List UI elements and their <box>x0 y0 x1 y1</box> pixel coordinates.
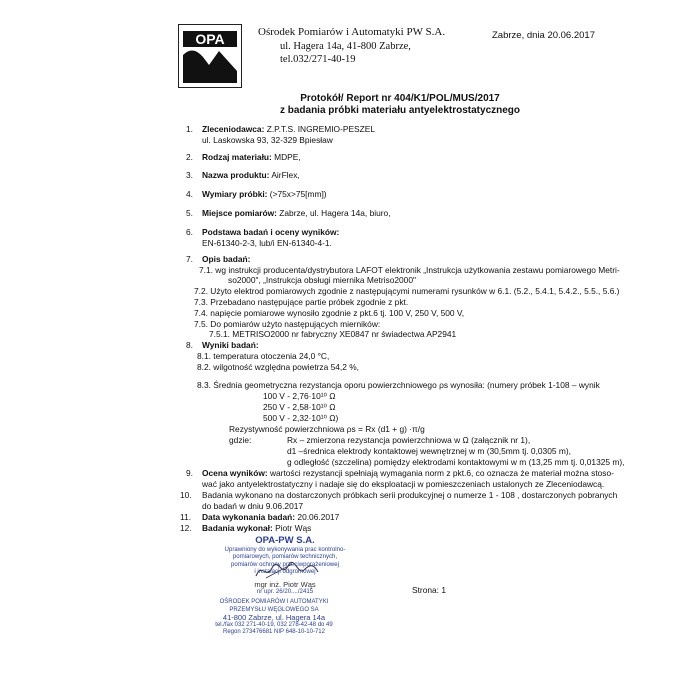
stamp-line: Regon 273476681 NIP 648-10-10-712 <box>223 629 325 636</box>
item-number: 7. <box>186 254 193 264</box>
item-label: Ocena wyników: <box>202 468 268 478</box>
wyniki-8-1: 8.1. temperatura otoczenia 24,0 °C, <box>197 351 330 361</box>
legend-rx: Rx – zmierzona rezystancja powierzchniowa w Ω (załącznik nr 1), <box>287 435 531 445</box>
item-value: Zabrze, ul. Hagera 14a, biuro, <box>276 208 391 218</box>
item-3 <box>202 170 300 181</box>
item-4 <box>202 189 327 200</box>
legend-d1: d1 –średnica elektrody kontaktowej wewnętrznej w m (30,5mm tj. 0,0305 m), <box>287 446 571 456</box>
item-number: 2. <box>186 152 193 162</box>
legend-g: g odległość (szczelina) pomiędzy elektrodami kontaktowymi w m (13,25 mm tj. 0,01325 m), <box>287 457 625 467</box>
item-value: (>75x>75[mm]) <box>267 189 327 199</box>
result-100v: 100 V - 2,76·10¹⁰ Ω <box>263 391 336 401</box>
item-value: Piotr Wąs <box>272 523 312 533</box>
page-number: Strona: 1 <box>412 585 446 595</box>
item-number: 3. <box>186 170 193 180</box>
item-label: Miejsce pomiarów: <box>202 208 277 218</box>
opis-7-5-1: 7.5.1. METRISO2000 nr fabryczny XE0847 nr świadectwa AP2941 <box>209 329 457 339</box>
place-date: Zabrze, dnia 20.06.2017 <box>492 30 595 41</box>
item-9-line-2: wać jako antyelektrostatyczny i nadaje się do eksploatacji w pomieszczeniach ustalonych ze Zleceniodawcą. <box>202 479 605 489</box>
item-label: Zleceniodawca: <box>202 124 265 134</box>
item-number: 6. <box>186 227 193 237</box>
stamp-line: pomiarów ochrony przeciwporażeniowej <box>230 560 340 568</box>
item-label: Wyniki badań: <box>202 340 259 350</box>
title-line-2: z badania próbki materiału antyelektrostatycznego <box>279 105 521 116</box>
result-250v: 250 V - 2,58·10¹⁰ Ω <box>263 402 336 412</box>
opis-7-1b: so2000", „Instrukcja obsługi miernika Metriso2000" <box>228 275 416 285</box>
item-number: 10. <box>180 490 192 500</box>
stamp-signatory: mgr inż. Piotr Wąs <box>254 580 316 590</box>
item-10: Badania wykonano na dostarczonych próbkach serii produkcyjnej o numerze 1 - 108 , dostarczonych pobranych <box>202 490 618 500</box>
title-line-1: Protokół/ Report nr 404/K1/POL/MUS/2017 <box>300 93 500 104</box>
item-number: 8. <box>186 340 193 350</box>
signature <box>252 560 322 582</box>
item-number: 4. <box>186 189 193 199</box>
item-value: wartości rezystancji spełniają wymagania norm z pkt.6, co oznacza że materiał można stoso- <box>267 468 614 478</box>
result-500v: 500 V - 2,32·10¹⁰ Ω) <box>263 413 339 423</box>
item-8 <box>202 340 259 351</box>
svg-text:OPA: OPA <box>195 31 225 47</box>
item-1-address: ul. Laskowska 93, 32-329 Bpiesław <box>202 135 333 145</box>
item-number: 5. <box>186 208 193 218</box>
item-number: 9. <box>186 468 193 478</box>
wyniki-8-3: 8.3. Średnia geometryczna rezystancja oporu powierzchniowego ρs wynosiła: (numery próbek 1-108 – wynik <box>197 380 600 390</box>
stamp-line: PRZEMYSŁU WĘGLOWEGO SA <box>229 606 319 613</box>
item-value: MDPE, <box>271 152 301 162</box>
item-value: AirFlex, <box>269 170 300 180</box>
item-label: Wymiary próbki: <box>202 189 268 199</box>
stamp-line: pomiarowych, pomiarów technicznych, <box>232 553 338 561</box>
item-10-line-2: do badań w dniu 9.06.2017 <box>202 501 304 511</box>
company-address: ul. Hagera 14a, 41-800 Zabrze, <box>280 40 411 52</box>
item-5 <box>202 208 391 219</box>
item-label: Data wykonania badań: <box>202 512 296 522</box>
opis-7-1a: 7.1. wg instrukcji producenta/dystrybutora LAFOT elektronik „Instrukcja użytkowania zestawu pomiarowego Metri- <box>199 265 620 275</box>
item-1 <box>202 124 375 135</box>
report-title <box>180 93 620 117</box>
wyniki-8-2: 8.2. wilgotność względna powietrza 54,2 %, <box>197 362 360 372</box>
opis-7-5: 7.5. Do pomiarów użyto następujących mierników: <box>194 319 381 329</box>
item-number: 11. <box>180 512 192 522</box>
stamp-line: OŚRODEK POMIARÓW I AUTOMATYKI <box>219 599 329 605</box>
resistivity-formula: Rezystywność powierzchniowa ρs = Rx (d1 + g) ·π/g <box>229 424 425 434</box>
item-value: 20.06.2017 <box>295 512 340 522</box>
item-7 <box>202 254 250 265</box>
item-number: 12. <box>180 523 192 533</box>
item-2 <box>202 152 301 163</box>
company-name: Ośrodek Pomiarów i Automatyki PW S.A. <box>258 26 446 38</box>
stamp-line: 41-800 Zabrze, ul. Hagera 14a <box>222 613 326 623</box>
item-11 <box>202 512 339 523</box>
item-9 <box>202 468 614 479</box>
opa-logo <box>178 24 242 88</box>
stamp-line: i instalacji odgromowej <box>254 567 316 575</box>
item-label: Nazwa produktu: <box>202 170 270 180</box>
stamp-line: tel./fax 032 271-40-19, 032 278-42-48 do 49 <box>215 621 333 628</box>
item-6-standards: EN-61340-2-3, lub/i EN-61340-4-1. <box>202 238 332 248</box>
opis-7-4: 7.4. napięcie pomiarowe wynosiło zgodnie z pkt.6 tj. 100 V, 250 V, 500 V, <box>194 308 465 318</box>
stamp-title: OPA-PW S.A. <box>255 535 315 546</box>
company-phone: tel.032/271-40-19 <box>280 54 356 65</box>
company-stamp <box>198 599 350 637</box>
opis-7-2: 7.2. Użyto elektrod pomiarowych zgodnie z następującymi numerami rysunków w 6.1. (5.2., 5.4.1, 5.4.2., 5.5., 5.6.) <box>194 286 620 296</box>
item-label: Podstawa badań i oceny wyników: <box>202 227 340 237</box>
gdzie-label: gdzie: <box>229 435 252 445</box>
item-12 <box>202 523 311 534</box>
stamp-permit-number: nr upr. 26/20..../2415 <box>256 588 314 596</box>
item-label: Rodzaj materiału: <box>202 152 272 162</box>
item-label: Badania wykonał: <box>202 523 273 533</box>
stamp-line: Uprawniony do wykonywania prac kontrolno- <box>224 546 346 553</box>
item-number: 1. <box>186 124 193 134</box>
item-6 <box>202 227 339 238</box>
opis-7-3: 7.3. Przebadano następujące partie próbek zgodnie z pkt. <box>194 297 409 307</box>
item-value: Z.P.T.S. INGREMIO-PESZEL <box>264 124 375 134</box>
company-header <box>258 26 445 67</box>
item-label: Opis badań: <box>202 254 251 264</box>
